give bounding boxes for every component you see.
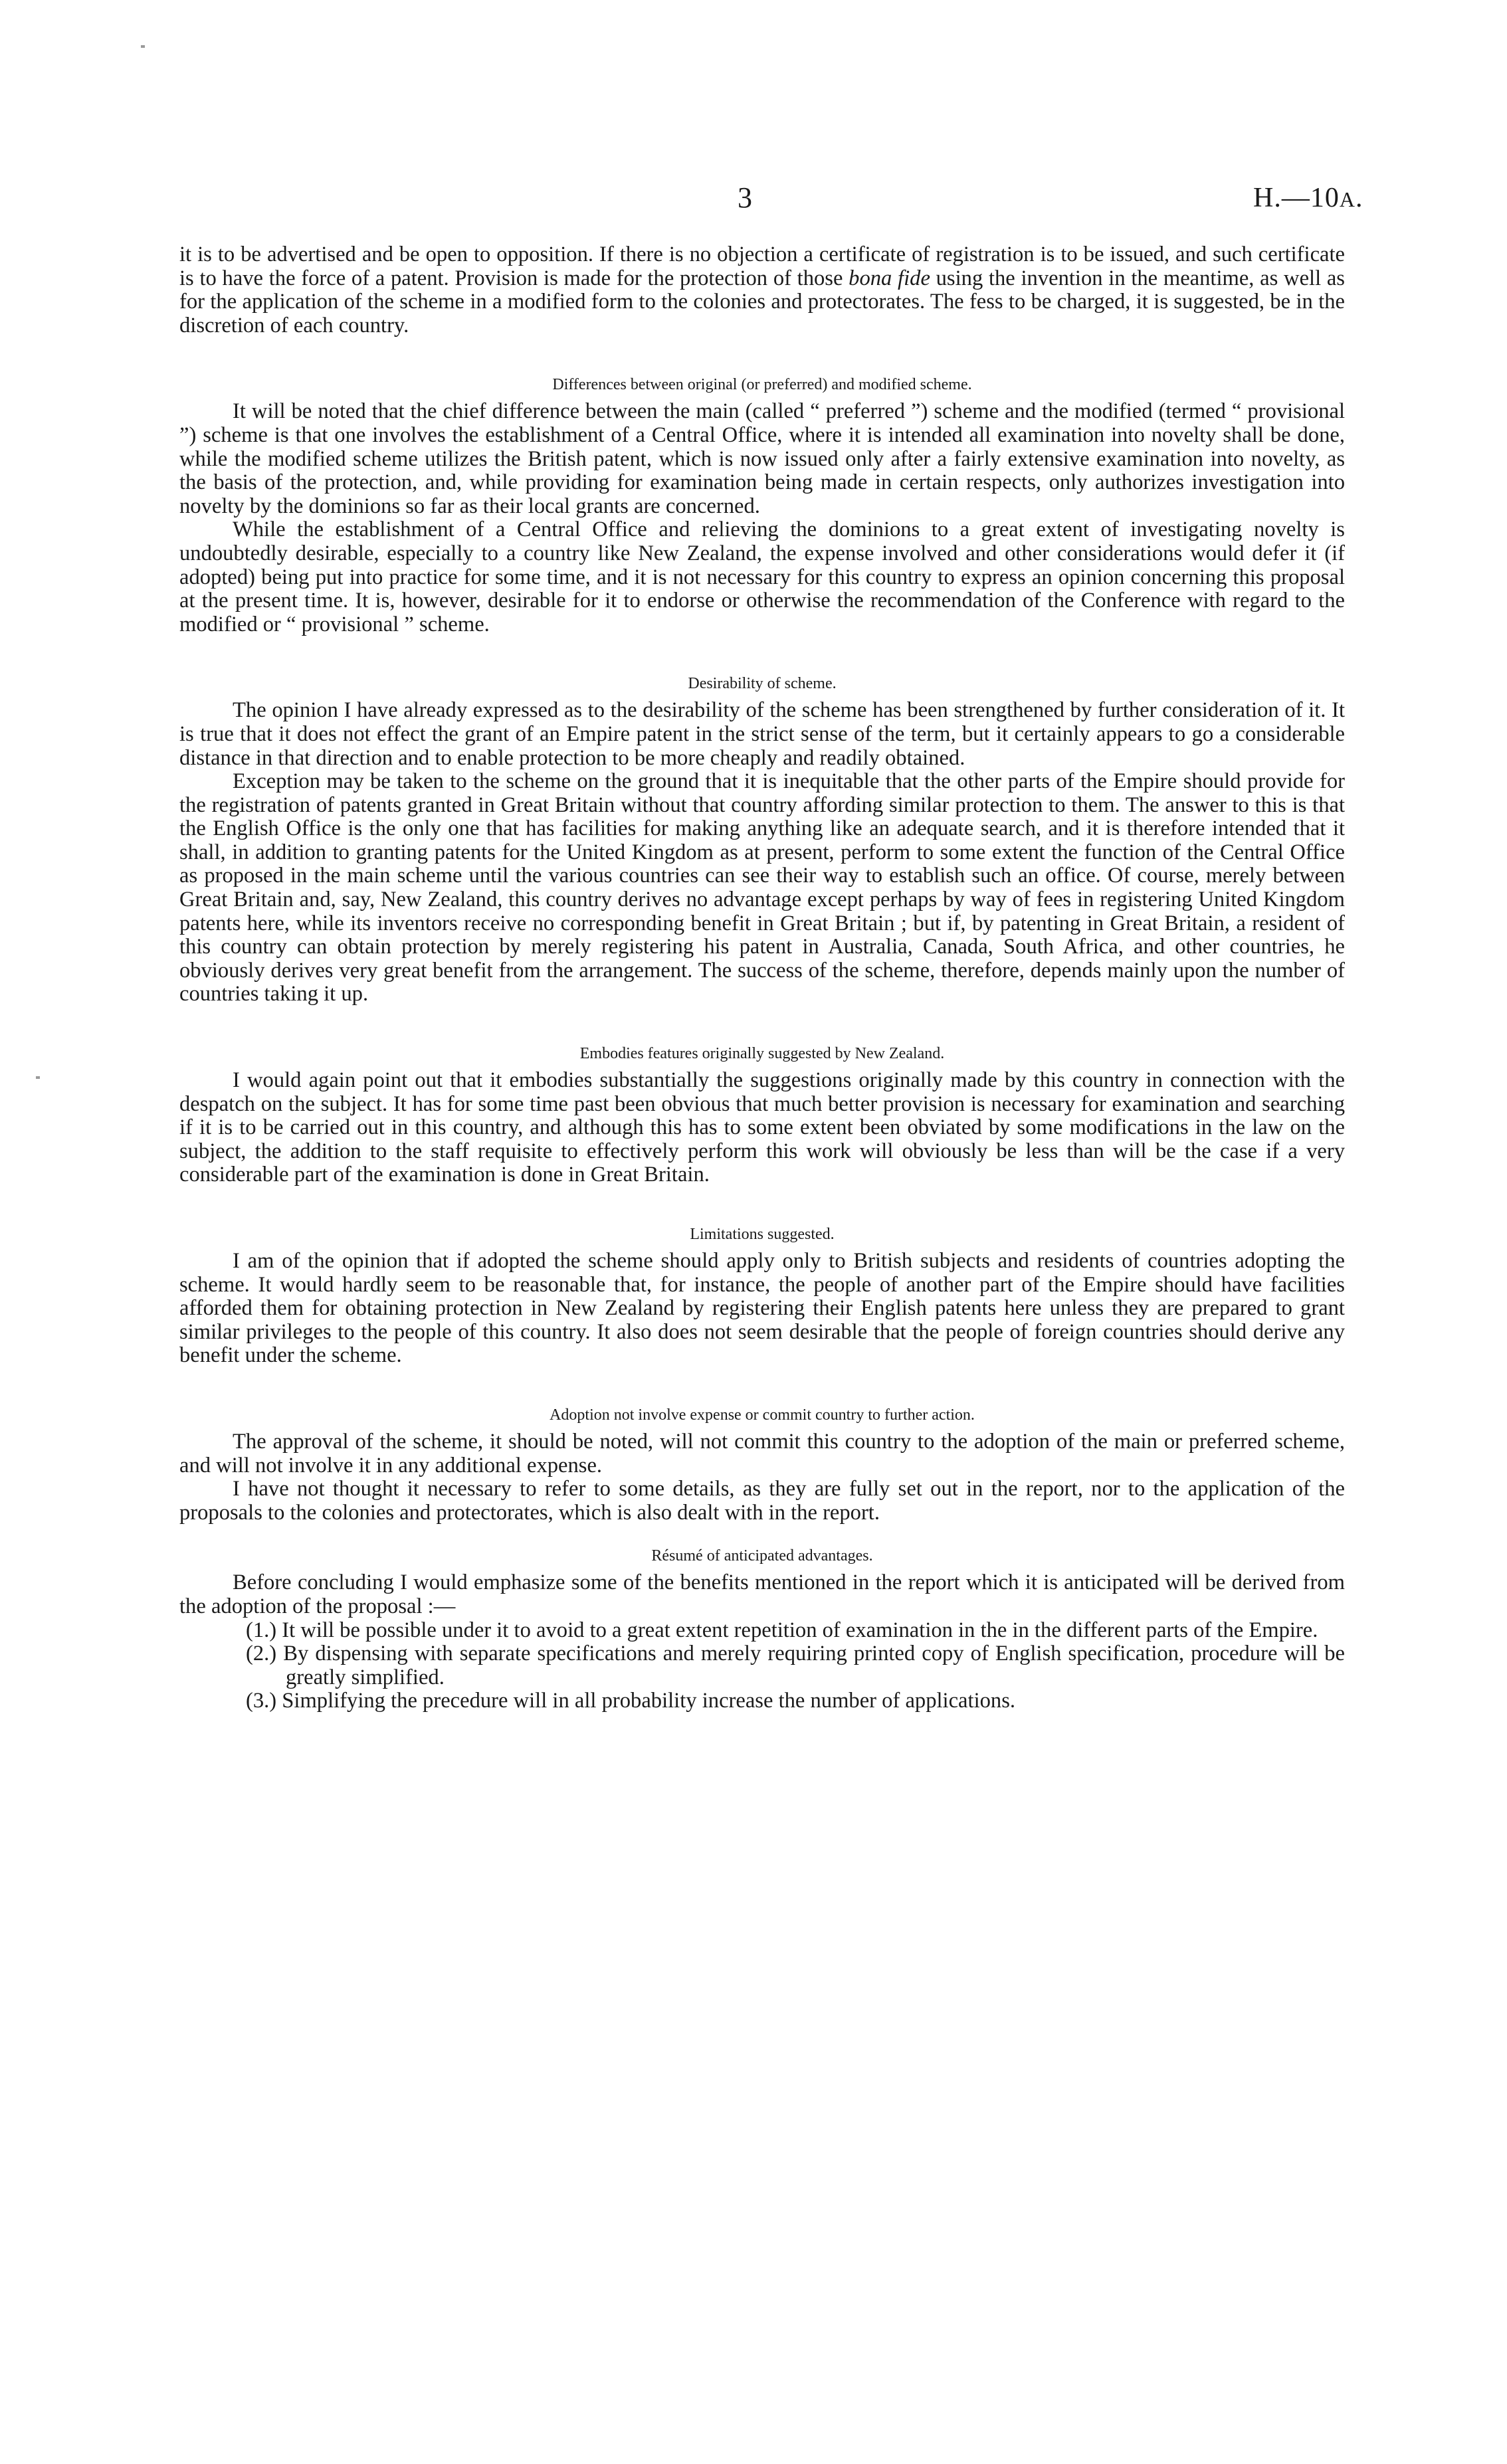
list-item-number: (1.) bbox=[246, 1618, 277, 1642]
list-item bbox=[179, 1619, 1345, 1643]
page-header bbox=[0, 178, 1507, 218]
scan-mark-top-left bbox=[141, 45, 145, 48]
paragraph-adoption-2: I have not thought it necessary to refer to some details, as they are fully set out in the report, nor to the application of the proposals to the colonies and protectorates, which is also dealt with in the report. bbox=[179, 1477, 1345, 1525]
intro-text-start: it is to be advertised and be open to opposition. If there is no objection a certificate of registration is to be issued, and such certificate is to have the force of a patent. Provision is made for the protection of those bbox=[179, 242, 1345, 290]
section-heading-new-zealand-features: Embodies features originally suggested by New Zealand. bbox=[579, 1045, 945, 1063]
section-heading-desirability: Desirability of scheme. bbox=[688, 675, 837, 693]
paragraph-resume-1: Before concluding I would emphasize some of the benefits mentioned in the report which it is anticipated will be derived from the adoption of the proposal :— bbox=[179, 1570, 1345, 1618]
paragraph-desirability-2: Exception may be taken to the scheme on the ground that it is inequitable that the other parts of the Empire should provide for the registration of patents granted in Great Britain without that country affording similar protection to them. The answer to this is that the English Office is the only one that has facilities for making anything like an adequate search, and it is therefore intended that it shall, in addition to granting patents for the United Kingdom as at present, perform to some extent the function of the Central Office as proposed in the main scheme until the various countries can see their way to establish such an office. Of course, merely between Great Britain and, say, New Zealand, this country derives no advantage except perhaps by way of fees in registering United Kingdom patents here, while its inventors receive no corresponding benefit in Great Britain ; but if, by patenting in Great Britain, a resident of this country can obtain protection by merely registering his patent in Australia, Canada, South Africa, and other countries, he obviously derives very great benefit from the arrangement. The success of the scheme, therefore, depends mainly upon the number of countries taking it up. bbox=[179, 769, 1345, 1006]
list-item bbox=[179, 1642, 1345, 1689]
intro-text-end: using the invention in the meantime, as well as for the application of the scheme in a modified form to the colonies and protectorates. The fess to be charged, it is suggested, be in the discretion of each country. bbox=[179, 266, 1345, 337]
paper-reference-end: . bbox=[1355, 183, 1363, 213]
list-item-number: (3.) bbox=[246, 1689, 277, 1713]
list-item-text: By dispensing with separate specifications and merely requiring printed copy of English specification, procedure will be greatly simplified. bbox=[283, 1642, 1345, 1689]
section-heading-adoption: Adoption not involve expense or commit country to further action. bbox=[550, 1406, 975, 1424]
page-number: 3 bbox=[738, 181, 752, 214]
paragraph-adoption-1: The approval of the scheme, it should be noted, will not commit this country to the adoption of the main or preferred scheme, and will not involve it in any additional expense. bbox=[179, 1429, 1345, 1477]
paragraph-differences-2: While the establishment of a Central Office and relieving the dominions to a great extent of investigating novelty is undoubtedly desirable, especially to a country like New Zealand, the expense involved and other considerations would defer it (if adopted) being put into practice for some time, and it is not necessary for this country to express an opinion concerning this proposal at the present time. It is, however, desirable for it to endorse or otherwise the recommendation of the Conference with regard to the modified or “ provisional ” scheme. bbox=[179, 518, 1345, 636]
scan-mark-left-middle bbox=[36, 1076, 40, 1079]
paper-reference bbox=[1253, 178, 1363, 219]
paragraph-desirability-1: The opinion I have already expressed as to the desirability of the scheme has been strengthened by further consideration of it. It is true that it does not effect the grant of an Empire patent in the strict sense of the term, but it certainly appears to go a considerable distance in that direction and to enable protection to be more cheaply and readily obtained. bbox=[179, 698, 1345, 770]
section-heading-resume: Résumé of anticipated advantages. bbox=[651, 1547, 873, 1565]
paper-reference-prefix: H.—10 bbox=[1253, 183, 1340, 213]
list-item-text: Simplifying the precedure will in all probability increase the number of applications. bbox=[282, 1689, 1016, 1713]
intro-paragraph bbox=[179, 243, 1345, 337]
intro-italic-term: bona fide bbox=[849, 266, 930, 290]
list-item-number: (2.) bbox=[246, 1642, 277, 1666]
list-item bbox=[179, 1689, 1345, 1713]
paper-reference-suffix: A bbox=[1339, 187, 1356, 211]
list-item-text: It will be possible under it to avoid to a great extent repetition of examination in the in the different parts of the Empire. bbox=[282, 1618, 1318, 1642]
section-heading-limitations: Limitations suggested. bbox=[690, 1226, 835, 1243]
paragraph-differences-1: It will be noted that the chief difference between the main (called “ preferred ”) scheme and the modified (termed “ provisional ”) scheme is that one involves the establishment of a Central Office, where it is intended all examination into novelty shall be done, while the modified scheme utilizes the British patent, which is now issued only after a fairly extensive examination into novelty, as the basis of the protection, and, while providing for examination being made in certain respects, only authorizes investigation into novelty by the dominions so far as their local grants are concerned. bbox=[179, 399, 1345, 518]
paragraph-new-zealand-features-1: I would again point out that it embodies substantially the suggestions originally made by this country in connection with the despatch on the subject. It has for some time past been obvious that much better provision is necessary for examination and searching if it is to be carried out in this country, and although this has to some extent been obviated by some modifications in the law on the subject, the addition to the staff requisite to effectively perform this work will obviously be less than will be the case if a very considerable part of the examination is done in Great Britain. bbox=[179, 1068, 1345, 1187]
section-heading-differences: Differences between original (or preferred) and modified scheme. bbox=[552, 376, 972, 394]
paragraph-limitations-1: I am of the opinion that if adopted the scheme should apply only to British subjects and residents of countries adopting the scheme. It would hardly seem to be reasonable that, for instance, the people of another part of the Empire should have facilities afforded them for obtaining protection in New Zealand by registering their English patents here unless they are prepared to grant similar privileges to the people of this country. It also does not seem desirable that the people of foreign countries should derive any benefit under the scheme. bbox=[179, 1249, 1345, 1368]
document-body bbox=[179, 243, 1345, 1713]
